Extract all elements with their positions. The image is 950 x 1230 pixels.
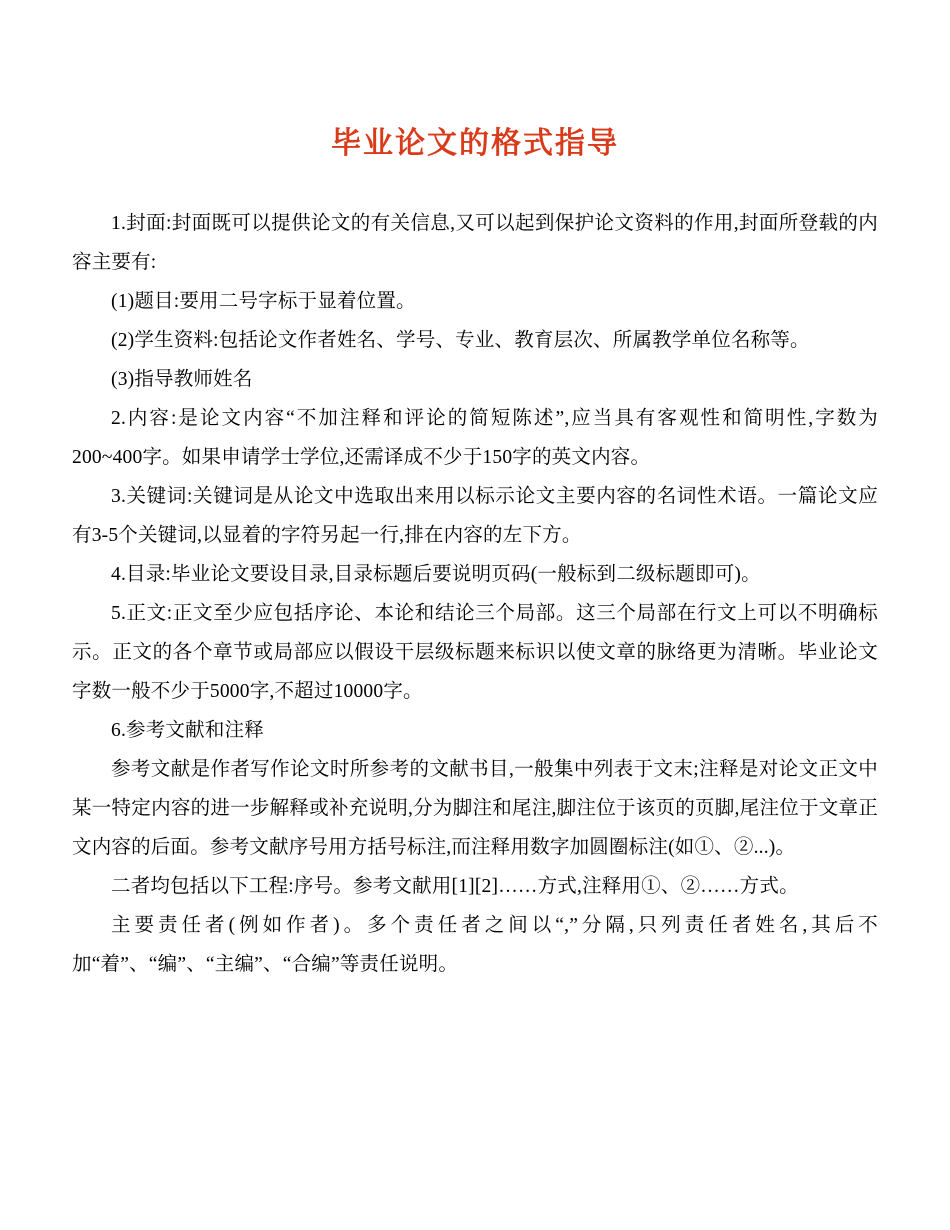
paragraph: 2.内容:是论文内容“不加注释和评论的简短陈述”,应当具有客观性和简明性,字数为200~400字。如果申请学士学位,还需译成不少于150字的英文内容。 xyxy=(72,408,878,468)
paragraph: 3.关键词:关键词是从论文中选取出来用以标示论文主要内容的名词性术语。一篇论文应有3-5个关键词,以显着的字符另起一行,排在内容的左下方。 xyxy=(72,486,878,546)
paragraph: (3)指导教师姓名 xyxy=(111,369,253,390)
paragraph: 1.封面:封面既可以提供论文的有关信息,又可以起到保护论文资料的作用,封面所登载的内容主要有: xyxy=(72,213,878,273)
document-body xyxy=(72,204,878,984)
paragraph: 参考文献是作者写作论文时所参考的文献书目,一般集中列表于文末;注释是对论文正文中某一特定内容的进一步解释或补充说明,分为脚注和尾注,脚注位于该页的页脚,尾注位于文章正文内容的后面。参考文献序号用方括号标注,而注释用数字加圆圈标注(如①、②...)。 xyxy=(72,759,878,858)
page-title: 毕业论文的格式指导 xyxy=(331,127,619,160)
paragraph: 6.参考文献和注释 xyxy=(111,720,264,741)
paragraph: 二者均包括以下工程:序号。参考文献用[1][2]……方式,注释用①、②……方式。 xyxy=(111,876,799,897)
paragraph: 5.正文:正文至少应包括序论、本论和结论三个局部。这三个局部在行文上可以不明确标示。正文的各个章节或局部应以假设干层级标题来标识以使文章的脉络更为清晰。毕业论文字数一般不少于5000字,不超过10000字。 xyxy=(72,603,878,702)
paragraph: (2)学生资料:包括论文作者姓名、学号、专业、教育层次、所属教学单位名称等。 xyxy=(111,330,810,351)
paragraph: (1)题目:要用二号字标于显着位置。 xyxy=(111,291,416,312)
paragraph: 主要责任者(例如作者)。多个责任者之间以“,”分隔,只列责任者姓名,其后不加“着”、“编”、“主编”、“合编”等责任说明。 xyxy=(72,915,878,975)
paragraph: 4.目录:毕业论文要设目录,目录标题后要说明页码(一般标到二级标题即可)。 xyxy=(111,564,761,585)
